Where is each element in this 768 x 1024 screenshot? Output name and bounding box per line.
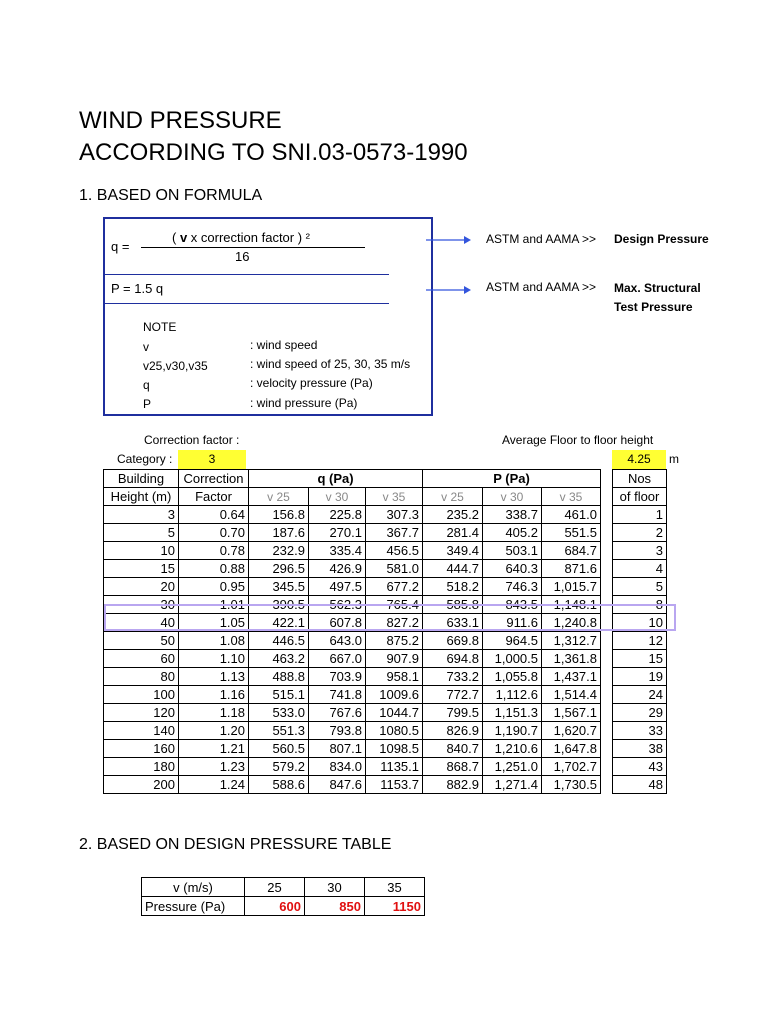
header-q-v30: v 30 — [309, 488, 366, 506]
table-cell: 497.5 — [309, 578, 366, 596]
floor-count-cell: 48 — [613, 776, 667, 794]
table-cell: 684.7 — [542, 542, 601, 560]
table-cell: 633.1 — [423, 614, 483, 632]
floor-row — [613, 722, 667, 740]
floor-row — [613, 776, 667, 794]
table-cell: 871.6 — [542, 560, 601, 578]
table-cell: 772.7 — [423, 686, 483, 704]
table-cell: 911.6 — [483, 614, 542, 632]
table-cell: 100 — [104, 686, 179, 704]
table-cell: 444.7 — [423, 560, 483, 578]
floor-count-cell: 33 — [613, 722, 667, 740]
table-cell: 1,567.1 — [542, 704, 601, 722]
astm-prefix-1: ASTM and AAMA >> — [486, 232, 597, 246]
category-value: 3 — [178, 450, 246, 469]
table-cell: 1,702.7 — [542, 758, 601, 776]
table-cell: 1,148.1 — [542, 596, 601, 614]
table-cell: 1,620.7 — [542, 722, 601, 740]
table-cell: 840.7 — [423, 740, 483, 758]
table-cell: 422.1 — [249, 614, 309, 632]
table-cell: 1,112.6 — [483, 686, 542, 704]
design-speed-30: 30 — [305, 878, 365, 897]
table-cell: 270.1 — [309, 524, 366, 542]
wind-pressure-table — [103, 469, 601, 794]
table-cell: 40 — [104, 614, 179, 632]
table-cell: 1,361.8 — [542, 650, 601, 668]
table-cell: 1,437.1 — [542, 668, 601, 686]
section-1-heading: 1. BASED ON FORMULA — [79, 187, 263, 204]
table-cell: 296.5 — [249, 560, 309, 578]
floor-count-cell: 24 — [613, 686, 667, 704]
table-row — [104, 632, 601, 650]
table-cell: 1,015.7 — [542, 578, 601, 596]
table-cell: 907.9 — [366, 650, 423, 668]
table-cell: 0.70 — [179, 524, 249, 542]
table-cell: 307.3 — [366, 506, 423, 524]
table-cell: 0.95 — [179, 578, 249, 596]
floor-count-cell: 4 — [613, 560, 667, 578]
divider-line-2 — [105, 303, 389, 304]
floor-count-cell: 2 — [613, 524, 667, 542]
table-cell: 1,240.8 — [542, 614, 601, 632]
floor-row — [613, 506, 667, 524]
table-cell: 232.9 — [249, 542, 309, 560]
table-cell: 160 — [104, 740, 179, 758]
floor-row — [613, 668, 667, 686]
note-sym-0: v — [143, 340, 149, 354]
floor-row — [613, 578, 667, 596]
floor-row — [613, 632, 667, 650]
table-cell: 1,210.6 — [483, 740, 542, 758]
table-cell: 30 — [104, 596, 179, 614]
note-desc-1: : wind speed of 25, 30, 35 m/s — [250, 357, 411, 371]
table-cell: 456.5 — [366, 542, 423, 560]
table-cell: 1.24 — [179, 776, 249, 794]
table-row — [104, 686, 601, 704]
design-pressure-25: 600 — [245, 897, 305, 916]
table-cell: 140 — [104, 722, 179, 740]
floor-count-cell: 12 — [613, 632, 667, 650]
table-cell: 1,151.3 — [483, 704, 542, 722]
right-arrow-icon — [426, 236, 471, 244]
table-cell: 0.64 — [179, 506, 249, 524]
floor-count-cell: 10 — [613, 614, 667, 632]
table-cell: 1.10 — [179, 650, 249, 668]
table-cell: 180 — [104, 758, 179, 776]
floor-row — [613, 686, 667, 704]
table-cell: 1.23 — [179, 758, 249, 776]
table-cell: 1,055.8 — [483, 668, 542, 686]
table-cell: 1.05 — [179, 614, 249, 632]
header-building: Building — [104, 470, 179, 488]
floor-row — [613, 542, 667, 560]
table-cell: 1,730.5 — [542, 776, 601, 794]
header-of-floor: of floor — [613, 488, 667, 506]
floor-row — [613, 650, 667, 668]
table-cell: 799.5 — [423, 704, 483, 722]
table-cell: 0.78 — [179, 542, 249, 560]
floor-row — [613, 740, 667, 758]
table-cell: 1.01 — [179, 596, 249, 614]
table-cell: 10 — [104, 542, 179, 560]
table-cell: 15 — [104, 560, 179, 578]
p-formula: P = 1.5 q — [111, 281, 164, 296]
floor-row — [613, 560, 667, 578]
note-desc-3: : wind pressure (Pa) — [250, 396, 358, 410]
table-row — [104, 650, 601, 668]
header-p-v30: v 30 — [483, 488, 542, 506]
page-title-line1: WIND PRESSURE — [79, 107, 282, 134]
table-row — [104, 542, 601, 560]
page-title-line2: ACCORDING TO SNI.03-0573-1990 — [79, 139, 468, 166]
table-row — [104, 722, 601, 740]
category-label: Category : — [117, 452, 173, 466]
design-v-label: v (m/s) — [142, 878, 245, 897]
table-cell: 345.5 — [249, 578, 309, 596]
table-cell: 1,647.8 — [542, 740, 601, 758]
header-correction: Correction — [179, 470, 249, 488]
table-cell: 964.5 — [483, 632, 542, 650]
table-cell: 868.7 — [423, 758, 483, 776]
table-cell: 741.8 — [309, 686, 366, 704]
table-cell: 843.5 — [483, 596, 542, 614]
table-cell: 488.8 — [249, 668, 309, 686]
table-cell: 585.8 — [423, 596, 483, 614]
floor-row — [613, 524, 667, 542]
fraction-line — [141, 247, 365, 248]
table-cell: 562.3 — [309, 596, 366, 614]
table-cell: 1135.1 — [366, 758, 423, 776]
table-cell: 1,000.5 — [483, 650, 542, 668]
table-cell: 588.6 — [249, 776, 309, 794]
table-cell: 643.0 — [309, 632, 366, 650]
table-cell: 1.21 — [179, 740, 249, 758]
note-desc-0: : wind speed — [250, 338, 318, 352]
table-cell: 703.9 — [309, 668, 366, 686]
table-cell: 367.7 — [366, 524, 423, 542]
table-cell: 50 — [104, 632, 179, 650]
correction-factor-label: Correction factor : — [144, 433, 240, 447]
astm-prefix-2: ASTM and AAMA >> — [486, 280, 597, 294]
table-row — [104, 704, 601, 722]
max-structural-label: Max. Structural — [614, 281, 701, 295]
table-cell: 446.5 — [249, 632, 309, 650]
table-cell: 1098.5 — [366, 740, 423, 758]
highlighted-row-outline — [104, 604, 676, 631]
table-cell: 560.5 — [249, 740, 309, 758]
floor-count-cell: 8 — [613, 596, 667, 614]
table-cell: 503.1 — [483, 542, 542, 560]
table-cell: 958.1 — [366, 668, 423, 686]
floor-count-cell: 38 — [613, 740, 667, 758]
floor-count-cell: 3 — [613, 542, 667, 560]
table-cell: 281.4 — [423, 524, 483, 542]
table-cell: 463.2 — [249, 650, 309, 668]
table-cell: 461.0 — [542, 506, 601, 524]
table-cell: 1.08 — [179, 632, 249, 650]
table-cell: 793.8 — [309, 722, 366, 740]
floor-count-cell: 29 — [613, 704, 667, 722]
table-cell: 826.9 — [423, 722, 483, 740]
design-pressure-table — [141, 877, 425, 916]
header-q-v35: v 35 — [366, 488, 423, 506]
right-arrow-icon — [426, 286, 471, 294]
floor-count-cell: 43 — [613, 758, 667, 776]
table-row — [104, 506, 601, 524]
floor-count-cell: 19 — [613, 668, 667, 686]
table-cell: 1153.7 — [366, 776, 423, 794]
table-cell: 120 — [104, 704, 179, 722]
table-cell: 551.5 — [542, 524, 601, 542]
header-nos: Nos — [613, 470, 667, 488]
header-q-v25: v 25 — [249, 488, 309, 506]
table-row — [104, 578, 601, 596]
table-cell: 827.2 — [366, 614, 423, 632]
table-cell: 518.2 — [423, 578, 483, 596]
floor-count-cell: 15 — [613, 650, 667, 668]
header-height: Height (m) — [104, 488, 179, 506]
table-cell: 1,514.4 — [542, 686, 601, 704]
note-sym-1: v25,v30,v35 — [143, 359, 208, 373]
floor-row — [613, 704, 667, 722]
table-cell: 60 — [104, 650, 179, 668]
table-cell: 1044.7 — [366, 704, 423, 722]
table-cell: 579.2 — [249, 758, 309, 776]
table-row — [104, 524, 601, 542]
table-cell: 1.16 — [179, 686, 249, 704]
table-cell: 1.18 — [179, 704, 249, 722]
table-cell: 1,312.7 — [542, 632, 601, 650]
table-cell: 581.0 — [366, 560, 423, 578]
header-p: P (Pa) — [423, 470, 601, 488]
header-p-v25: v 25 — [423, 488, 483, 506]
table-cell: 1,251.0 — [483, 758, 542, 776]
table-cell: 882.9 — [423, 776, 483, 794]
table-cell: 694.8 — [423, 650, 483, 668]
table-cell: 235.2 — [423, 506, 483, 524]
section-2-heading: 2. BASED ON DESIGN PRESSURE TABLE — [79, 836, 392, 853]
table-cell: 746.3 — [483, 578, 542, 596]
table-cell: 20 — [104, 578, 179, 596]
q-label: q = — [111, 239, 130, 254]
table-cell: 1,190.7 — [483, 722, 542, 740]
table-row — [104, 758, 601, 776]
table-cell: 187.6 — [249, 524, 309, 542]
table-cell: 390.5 — [249, 596, 309, 614]
table-cell: 847.6 — [309, 776, 366, 794]
table-cell: 156.8 — [249, 506, 309, 524]
header-p-v35: v 35 — [542, 488, 601, 506]
floor-count-cell: 1 — [613, 506, 667, 524]
test-pressure-label: Test Pressure — [614, 300, 693, 314]
design-pressure-30: 850 — [305, 897, 365, 916]
table-cell: 1080.5 — [366, 722, 423, 740]
table-cell: 80 — [104, 668, 179, 686]
table-cell: 733.2 — [423, 668, 483, 686]
table-cell: 607.8 — [309, 614, 366, 632]
floor-count-cell: 5 — [613, 578, 667, 596]
table-cell: 1.20 — [179, 722, 249, 740]
table-cell: 1,271.4 — [483, 776, 542, 794]
header-q: q (Pa) — [249, 470, 423, 488]
table-cell: 533.0 — [249, 704, 309, 722]
table-cell: 225.8 — [309, 506, 366, 524]
table-cell: 405.2 — [483, 524, 542, 542]
note-sym-3: P — [143, 397, 152, 411]
note-title: NOTE — [143, 320, 177, 334]
table-cell: 1.13 — [179, 668, 249, 686]
table-cell: 349.4 — [423, 542, 483, 560]
table-cell: 765.4 — [366, 596, 423, 614]
design-pressure-label: Pressure (Pa) — [142, 897, 245, 916]
table-cell: 875.2 — [366, 632, 423, 650]
note-sym-2: q — [143, 378, 150, 392]
q-denominator: 16 — [235, 249, 250, 264]
arrow-icons — [422, 230, 472, 300]
table-cell: 767.6 — [309, 704, 366, 722]
table-cell: 834.0 — [309, 758, 366, 776]
table-cell: 677.2 — [366, 578, 423, 596]
design-pressure-35: 1150 — [365, 897, 425, 916]
table-cell: 515.1 — [249, 686, 309, 704]
design-speed-25: 25 — [245, 878, 305, 897]
table-row — [104, 668, 601, 686]
floor-height-value: 4.25 — [612, 450, 666, 469]
table-cell: 667.0 — [309, 650, 366, 668]
table-cell: 200 — [104, 776, 179, 794]
table-cell: 640.3 — [483, 560, 542, 578]
table-cell: 5 — [104, 524, 179, 542]
q-numerator: ( v x correction factor ) ² — [172, 230, 310, 245]
floor-height-label: Average Floor to floor height — [502, 433, 654, 447]
table-cell: 0.88 — [179, 560, 249, 578]
divider-line-1 — [105, 274, 389, 275]
formula-box — [103, 217, 433, 416]
floor-row — [613, 758, 667, 776]
design-speed-35: 35 — [365, 878, 425, 897]
table-cell: 426.9 — [309, 560, 366, 578]
table-row — [104, 776, 601, 794]
table-cell: 335.4 — [309, 542, 366, 560]
table-row — [104, 740, 601, 758]
table-cell: 3 — [104, 506, 179, 524]
note-desc-2: : velocity pressure (Pa) — [250, 376, 373, 390]
table-cell: 338.7 — [483, 506, 542, 524]
floor-height-unit: m — [669, 452, 679, 466]
table-cell: 669.8 — [423, 632, 483, 650]
table-cell: 1009.6 — [366, 686, 423, 704]
table-cell: 807.1 — [309, 740, 366, 758]
table-cell: 551.3 — [249, 722, 309, 740]
table-row — [104, 560, 601, 578]
header-factor: Factor — [179, 488, 249, 506]
design-pressure-label: Design Pressure — [614, 232, 709, 246]
floors-table — [612, 469, 667, 794]
